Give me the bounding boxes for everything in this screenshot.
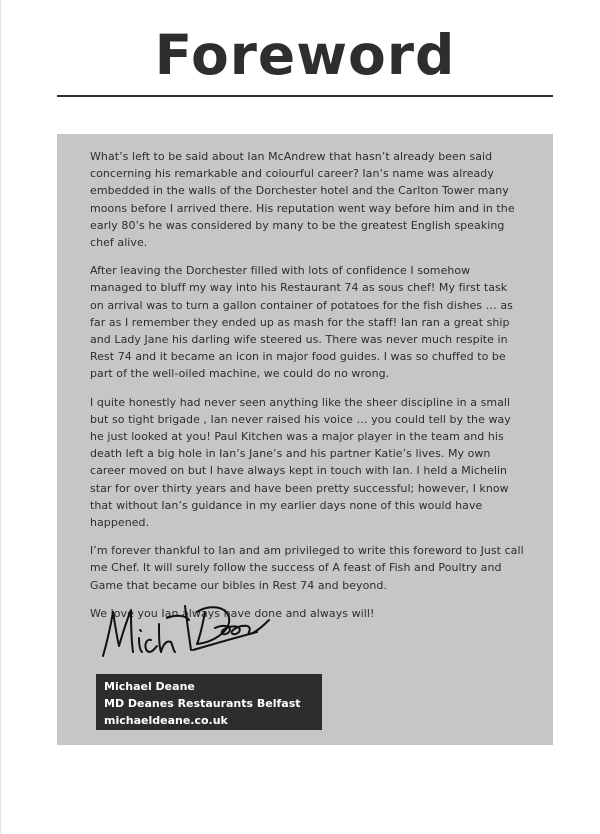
paragraph-5: We love you Ian always have done and always will! — [90, 606, 375, 620]
paragraph-1: What’s left to be said about Ian McAndrew that hasn’t already been said concerning his remarkable and colourful career? Ian’s name was already embedded in the walls of the Dorchester hotel and the Carlton Tower many moons before I arrived there. His reputation went way before him and in the early 80’s he was considered by many to be the greatest English speaking chef alive. — [90, 150, 515, 250]
page-edge — [0, 0, 1, 834]
signatory-company: MD Deanes Restaurants Belfast — [104, 697, 301, 710]
foreword-panel — [57, 134, 553, 745]
handwritten-signature — [97, 594, 277, 666]
signature-block — [96, 674, 322, 730]
title-divider — [57, 95, 553, 97]
signatory-website: michaeldeane.co.uk — [104, 714, 228, 727]
foreword-body — [90, 148, 524, 633]
paragraph-3: I quite honestly had never seen anything like the sheer discipline in a small but so tight brigade , Ian never raised his voice … you could tell by the way he just looked at you! Paul Kitchen was a major player in the team and his death left a big hole in Ian’s Jane’s and his partner Katie’s lives. My own career moved on but I have always kept in touch with Ian. I held a Michelin star for over thirty years and have been pretty successful; however, I know that without Ian’s guidance in my earlier days none of this would have happened. — [90, 395, 511, 530]
signatory-name: Michael Deane — [104, 680, 195, 693]
page-title: Foreword — [154, 23, 456, 87]
paragraph-4: I’m forever thankful to Ian and am privileged to write this foreword to Just call me Chef. It will surely follow the success of A feast of Fish and Poultry and Game that became our bibles in Rest 74 and beyond. — [90, 544, 524, 592]
paragraph-2: After leaving the Dorchester filled with lots of confidence I somehow managed to bluff my way into his Restaurant 74 as sous chef! My first task on arrival was to turn a gallon container of potatoes for the fish dishes … as far as I remember they ended up as mash for the staff! Ian ran a great ship and Lady Jane his darling wife steered us. There was never much respite in Rest 74 and it became an icon in major food guides. I was so chuffed to be part of the well-oiled machine, we could do no wrong. — [90, 264, 513, 381]
